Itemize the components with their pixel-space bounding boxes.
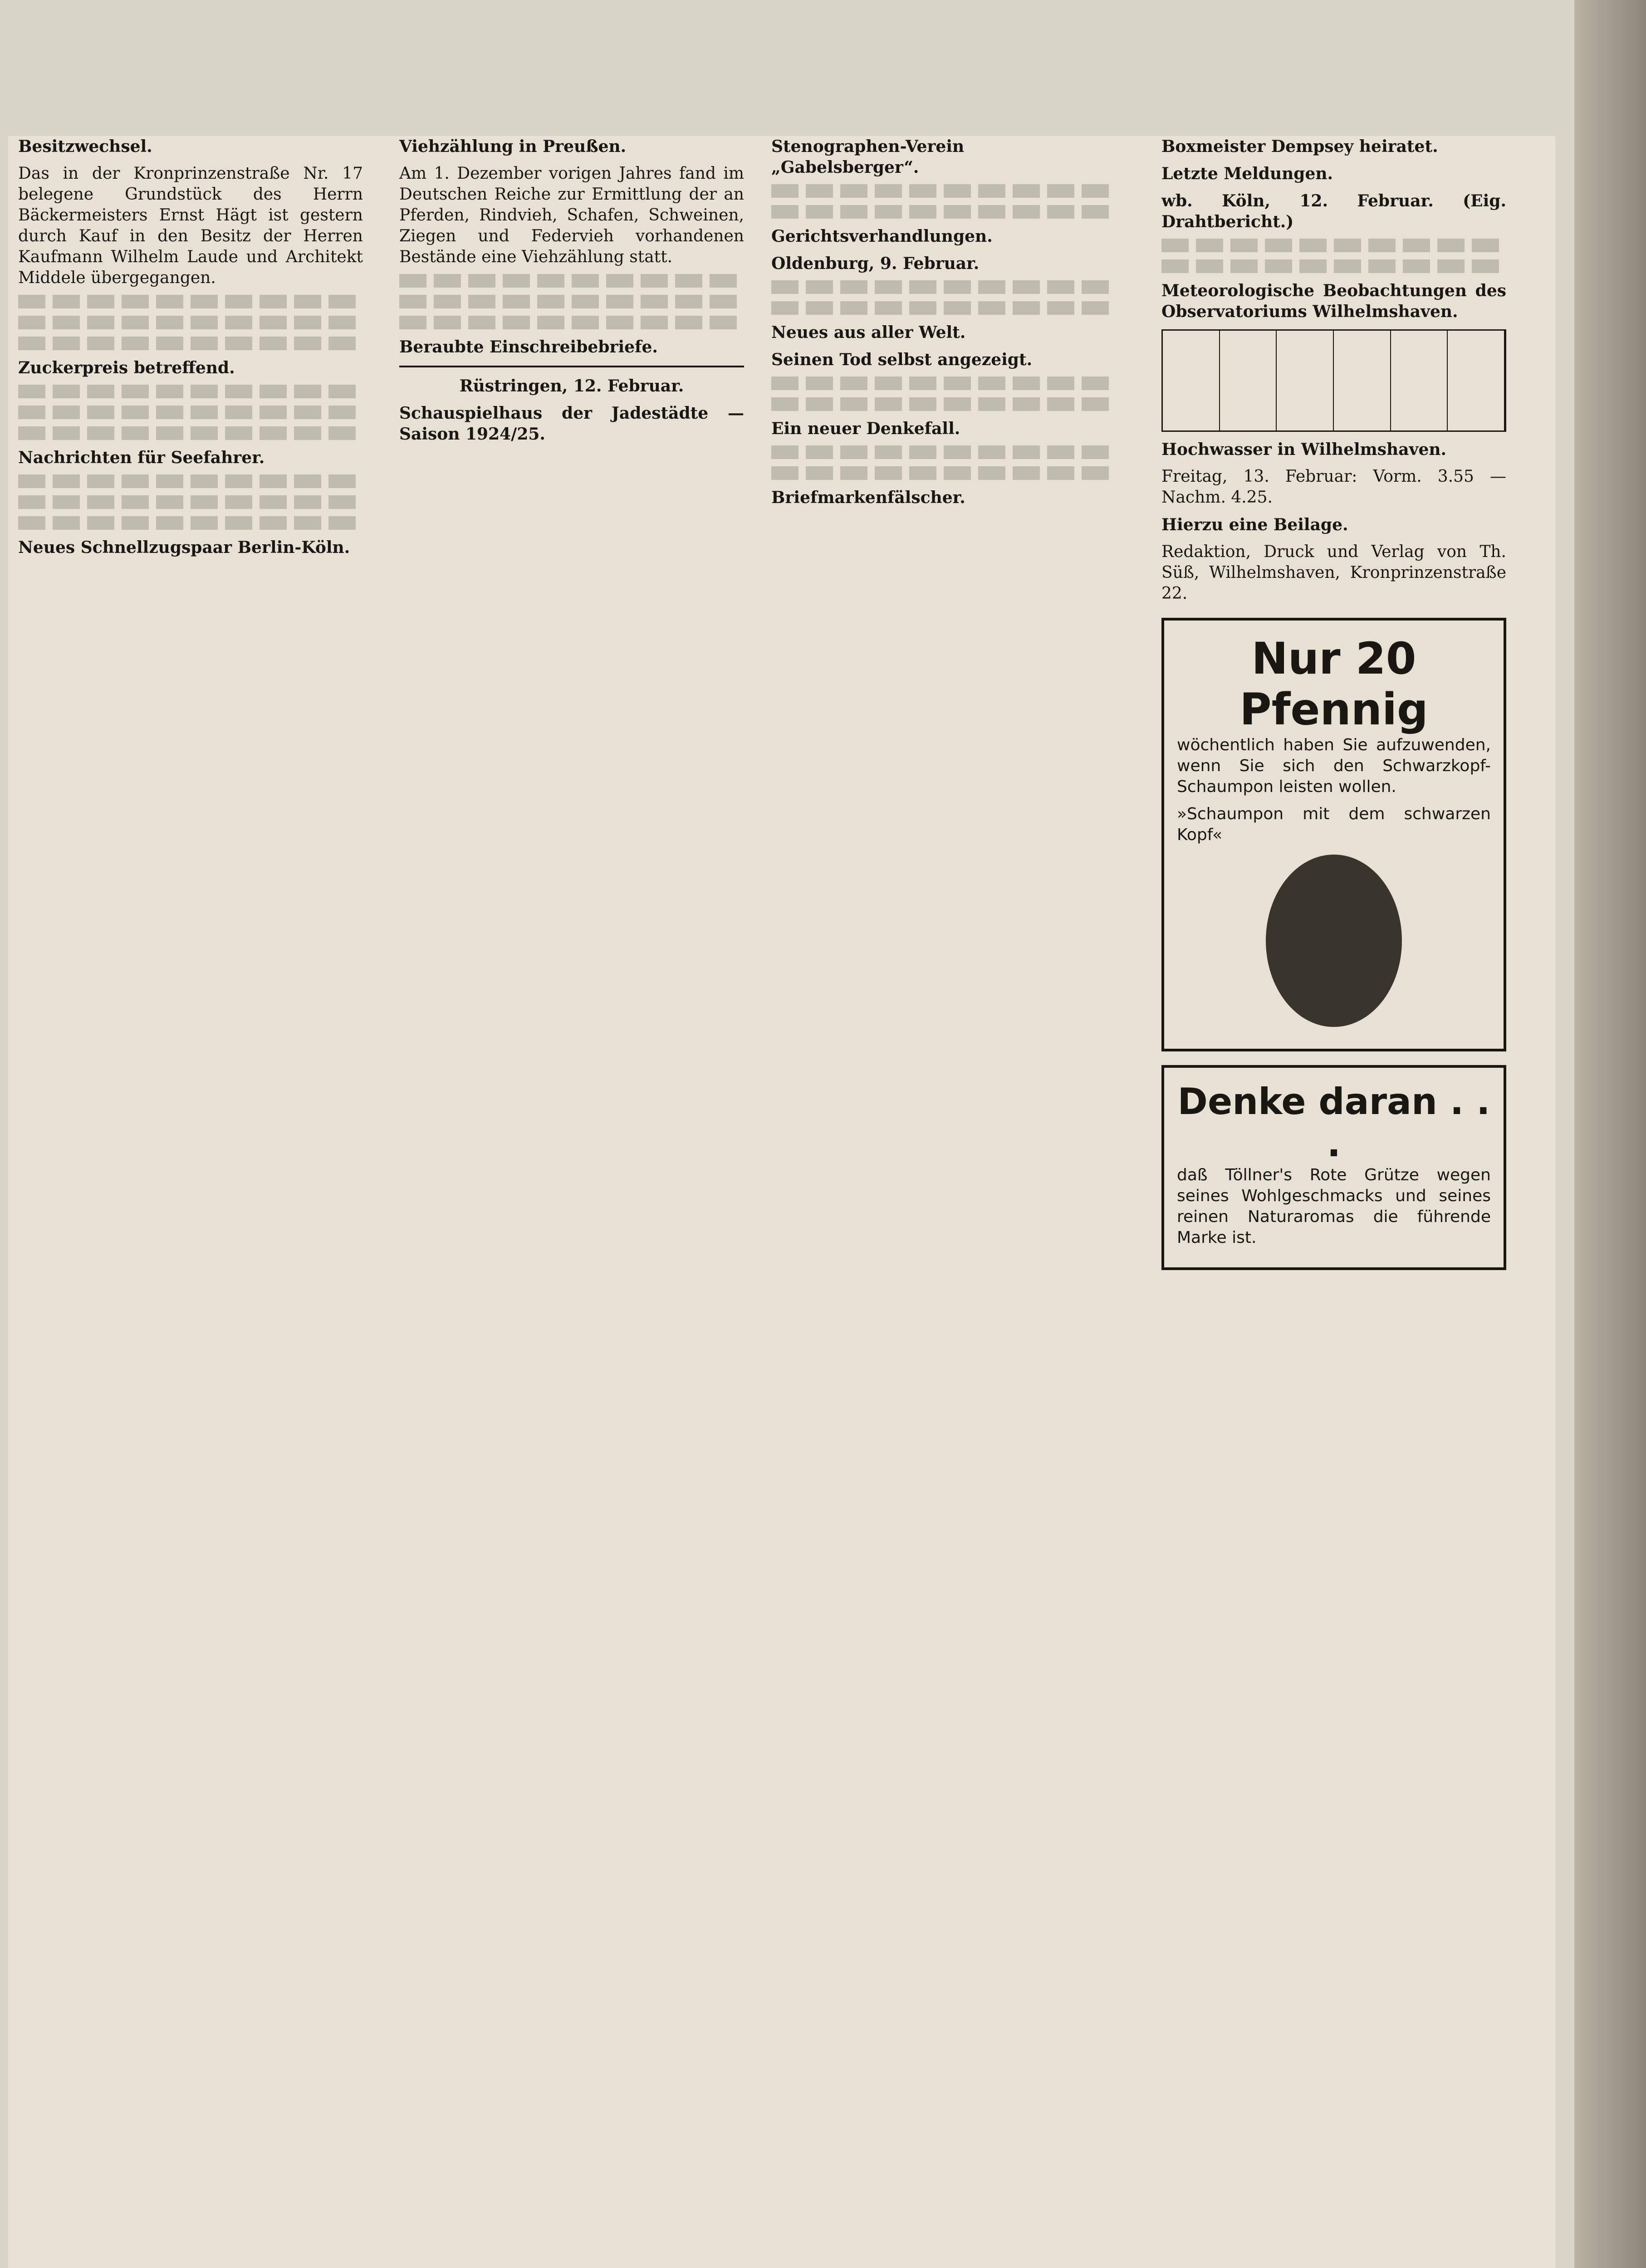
ad-brand: »Schaumpon mit dem schwarzen Kopf« xyxy=(1177,805,1491,844)
column-4 xyxy=(1161,136,1506,1270)
article-text: Am 1. Dezember vorigen Jahres fand im Deutschen Reiche zur Ermittlung der an Pferden, Rindvieh, Schafen, Schweinen, Ziegen und Federvieh vorhandenen Bestände eine Viehzählung statt. xyxy=(399,164,744,266)
headline: Stenographen-Verein „Gabelsberger“. xyxy=(771,137,965,177)
tide-title: Hochwasser in Wilhelmshaven. xyxy=(1161,440,1447,459)
imprint: Redaktion, Druck und Verlag von Th. Süß, Wilhelmshaven, Kronprinzenstraße 22. xyxy=(1161,543,1506,603)
headline: Ein neuer Denkefall. xyxy=(771,419,960,438)
dateline: wb. Köln, 12. Februar. (Eig. Drahtbericht.) xyxy=(1161,191,1506,231)
dateline: Rüstringen, 12. Februar. xyxy=(459,376,684,396)
headline: Nachrichten für Seefahrer. xyxy=(18,448,265,467)
section-title: Neues aus aller Welt. xyxy=(771,323,966,342)
headline: Beraubte Einschreibebriefe. xyxy=(399,337,658,357)
supplement-note: Hierzu eine Beilage. xyxy=(1161,515,1348,534)
weather-table xyxy=(1161,329,1506,432)
dateline: Oldenburg, 9. Februar. xyxy=(771,254,980,273)
page-edge-shadow xyxy=(1574,0,1646,2268)
headline: Viehzählung in Preußen. xyxy=(399,137,627,156)
tide-line: Freitag, 13. Februar: Vorm. 3.55 — Nachm. 4.25. xyxy=(1161,467,1506,507)
headline: Schauspielhaus der Jadestädte — Saison 1924/25. xyxy=(399,404,744,444)
ad-headline: Nur 20 Pfennig xyxy=(1239,633,1428,735)
headline: Boxmeister Dempsey heiratet. xyxy=(1161,137,1438,156)
headline: Zuckerpreis betreffend. xyxy=(18,358,235,377)
weather-table-title: Meteorologische Beobachtungen des Observatoriums Wilhelmshaven. xyxy=(1161,281,1506,321)
column-1 xyxy=(18,136,363,564)
section-title: Gerichtsverhandlungen. xyxy=(771,227,993,246)
headline: Besitzwechsel. xyxy=(18,137,152,156)
section-title: Letzte Meldungen. xyxy=(1161,164,1333,183)
groetze-advertisement xyxy=(1161,1065,1506,1270)
column-3 xyxy=(771,136,1116,514)
column-2 xyxy=(399,136,744,451)
headline: Seinen Tod selbst angezeigt. xyxy=(771,350,1033,369)
ad-text: daß Töllner's Rote Grütze wegen seines Wohlgeschmacks und seines reinen Naturaromas die führende Marke ist. xyxy=(1177,1166,1491,1247)
ad-text: wöchentlich haben Sie aufzuwenden, wenn Sie sich den Schwarzkopf-Schaumpon leisten wollen. xyxy=(1177,736,1491,796)
schwarzkopf-logo-icon xyxy=(1266,855,1402,1027)
headline: Briefmarkenfälscher. xyxy=(771,488,965,507)
ad-headline: Denke daran . . . xyxy=(1177,1080,1490,1165)
article-text: Das in der Kronprinzenstraße Nr. 17 belegene Grundstück des Herrn Bäckermeisters Ernst Hägt ist gestern durch Kauf in den Besitz der Herren Kaufmann Wilhelm Laude und Architekt Middele übergegangen. xyxy=(18,164,363,287)
shampoo-advertisement xyxy=(1161,618,1506,1051)
headline: Neues Schnellzugspaar Berlin-Köln. xyxy=(18,538,350,557)
